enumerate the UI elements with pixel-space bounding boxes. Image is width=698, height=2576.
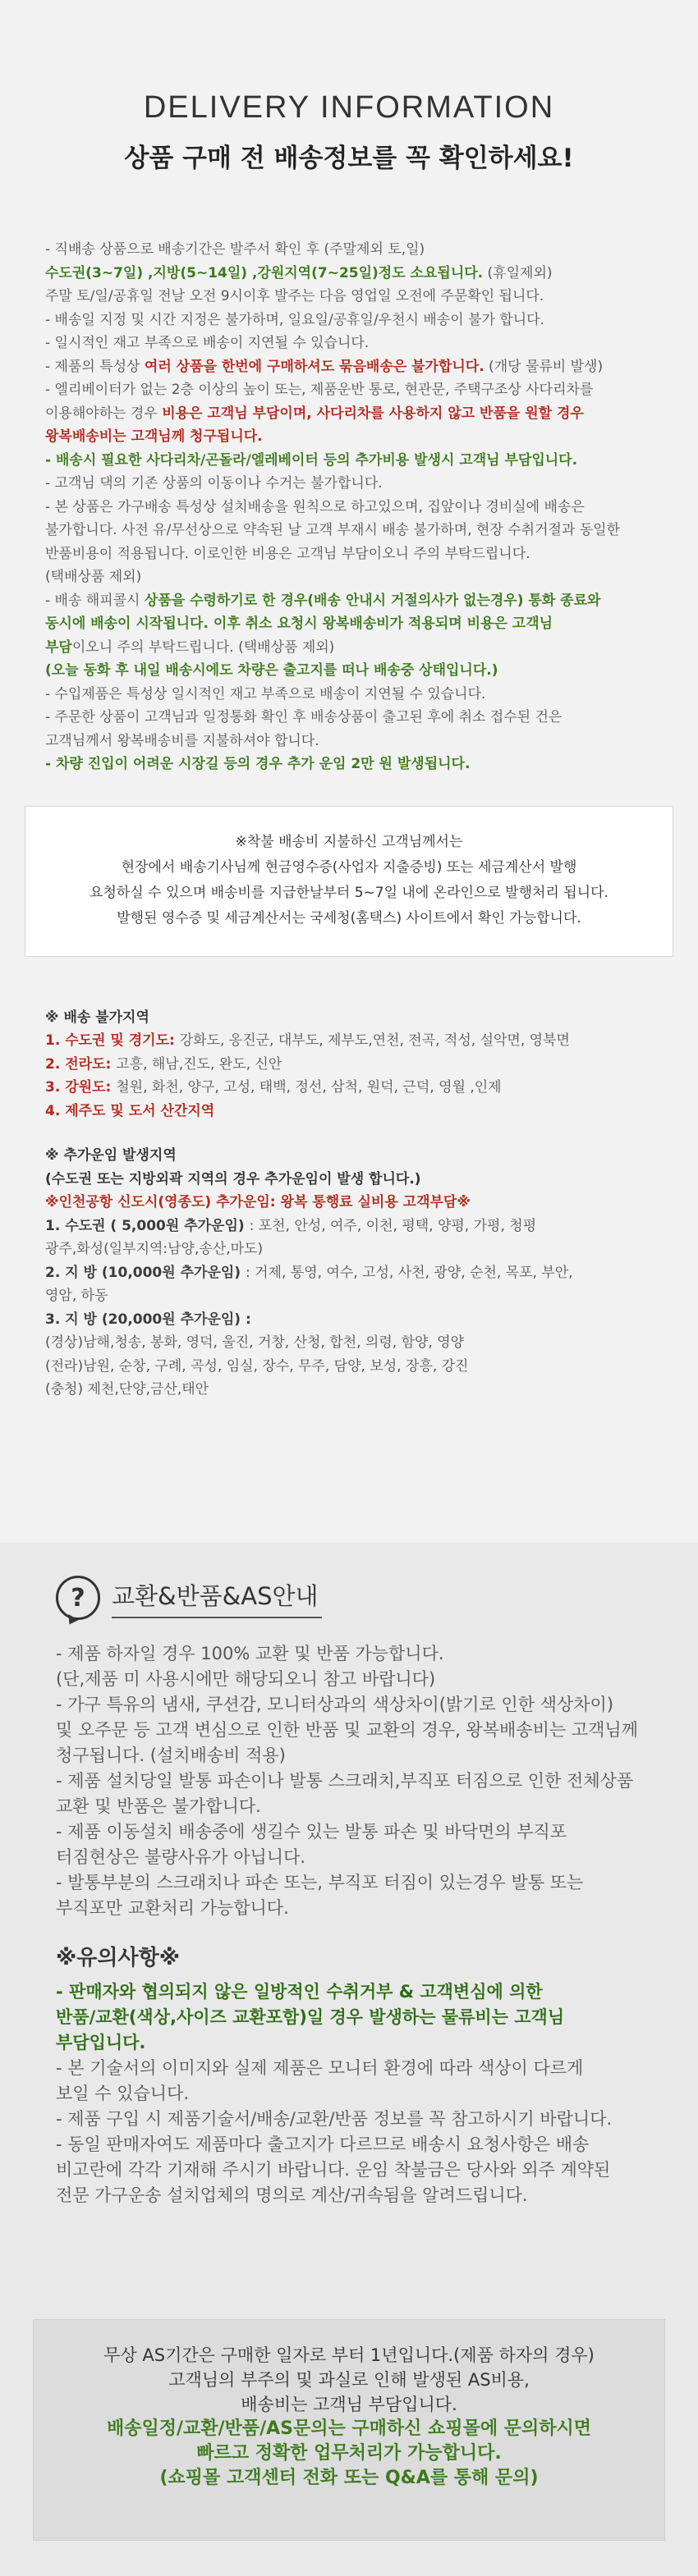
note-line-segment: 여러 상품을 한번에 구매하셔도 묶음배송은 불가합니다. xyxy=(144,358,484,375)
exchange-header xyxy=(56,1569,698,1627)
unavailable-item xyxy=(45,1053,653,1077)
note-line-segment: - 배송일 지정 및 시간 지정은 불가하며, 일요일/공휴일/우천시 배송이 불가 합니다. xyxy=(45,311,544,328)
extra-fee-item xyxy=(45,1378,653,1402)
exchange-body xyxy=(0,1641,698,2208)
title-en: DELIVERY INFORMATION xyxy=(143,90,555,125)
extra-fee-item-segment: 영암, 하동 xyxy=(45,1288,108,1304)
note-line-segment: - 배송 해피콜시 xyxy=(45,592,145,609)
note-line-segment: - 본 상품은 가구배송 특성상 설치배송을 원칙으로 하고있으며, 집앞이나 경비실에 배송은 xyxy=(45,498,585,515)
note-line xyxy=(45,402,650,426)
extra-fee-item xyxy=(45,1238,653,1261)
receipt-notice-box xyxy=(25,806,673,957)
note-line xyxy=(45,262,650,286)
region-section xyxy=(0,1006,698,1402)
note-line xyxy=(45,496,650,519)
title-ko: 상품 구매 전 배송정보를 꼭 확인하세요! xyxy=(124,144,574,173)
unavailable-item-segment: 4. 제주도 및 도서 산간지역 xyxy=(45,1102,215,1119)
unavailable-item xyxy=(45,1100,653,1123)
extra-fee-item-segment: (경상)남해,청송, 봉화, 영덕, 울진, 거창, 산청, 합천, 의령, 함양, 영양 xyxy=(45,1334,465,1351)
note-line-segment: 주말 토/일/공휴일 전날 오전 9시이후 발주는 다음 영업일 오전에 주문확인 됩니다. xyxy=(45,288,544,304)
note-line-segment: - 배송시 필요한 사다리차/곤돌라/엘레베이터 등의 추가비용 발생시 고객님 부담입니다. xyxy=(45,451,578,469)
note-line-segment: 이용해야하는 경우 xyxy=(45,405,163,422)
caution-line: 비고란에 각각 기재해 주시기 바랍니다. 운임 착불금은 당사와 외주 계약된 xyxy=(56,2160,611,2180)
note-line-segment: (택배상품 제외) xyxy=(45,569,142,585)
extra-fee-title: ※ 추가운임 발생지역 xyxy=(45,1147,177,1164)
note-line xyxy=(45,589,650,613)
extra-fee-item-segment: 1. 수도권 ( 5,000원 추가운임) xyxy=(45,1217,250,1234)
note-line xyxy=(45,659,650,683)
extra-fee-item xyxy=(45,1284,653,1308)
note-line xyxy=(45,753,650,776)
unavailable-item xyxy=(45,1076,653,1100)
exchange-section xyxy=(0,1569,698,2208)
as-green-line: 배송일정/교환/반품/AS문의는 구매하신 쇼핑몰에 문의하시면 xyxy=(106,2418,591,2439)
exchange-line: 청구됩니다. (설치배송비 적용) xyxy=(56,1746,286,1765)
as-line: 무상 AS기간은 구매한 일자로 부터 1년입니다.(제품 하자의 경우) xyxy=(103,2345,595,2365)
note-line xyxy=(45,449,650,473)
note-line-segment: 반품비용이 적용됩니다. 이로인한 비용은 고객님 부담이오니 주의 부탁드립니다. xyxy=(45,545,530,562)
note-line xyxy=(45,285,650,309)
exchange-line: - 가구 특유의 냄새, 쿠션감, 모니터상과의 색상차이(밝기로 인한 색상차이) xyxy=(56,1695,614,1714)
note-line-segment: 왕복배송비는 고객님께 청구됩니다. xyxy=(45,428,263,445)
exchange-title: 교환&반품&AS안내 xyxy=(112,1578,322,1618)
note-line-segment: 부담 xyxy=(45,638,72,656)
as-green-lines xyxy=(34,2417,664,2491)
note-line-segment: - 엘리베이터가 없는 2층 이상의 높이 또는, 제품운반 통로, 현관문, 주택구조상 사다리차를 xyxy=(45,382,594,398)
note-line xyxy=(45,636,650,660)
caution-line: 보일 수 있습니다. xyxy=(56,2084,190,2103)
note-line-segment: (휴일제외) xyxy=(483,264,553,281)
as-green-line: (쇼핑몰 고객센터 전화 또는 Q&A를 통해 문의) xyxy=(159,2468,539,2488)
note-line-segment: 상품을 수령하기로 한 경우(배송 안내시 거절의사가 없는경우) 통화 종료와 xyxy=(144,592,601,609)
extra-fee-item xyxy=(45,1331,653,1355)
exchange-line: - 제품 이동설치 배송중에 생길수 있는 발통 파손 및 바닥면의 부직포 xyxy=(56,1822,567,1842)
note-line xyxy=(45,238,650,262)
note-line-segment: 동시에 배송이 시작됩니다. 이후 취소 요청시 왕복배송비가 적용되며 비용은 고객님 xyxy=(45,615,553,632)
note-line-segment: - 차량 진입이 어려운 시장길 등의 경우 추가 운임 2만 원 발생됩니다. xyxy=(45,756,471,772)
as-line: 배송비는 고객님 부담입니다. xyxy=(241,2395,457,2414)
note-line xyxy=(45,565,650,589)
note-line xyxy=(45,332,650,355)
extra-fee-item-segment: 2. 지 방 (10,000원 추가운임) xyxy=(45,1264,246,1281)
caution-line: - 본 기술서의 이미지와 실제 제품은 모니터 환경에 따라 색상이 다르게 xyxy=(56,2058,584,2078)
note-line-segment: 불가합니다. 사전 유/무선상으로 약속된 날 고객 부재시 배송 불가하며, 현장 수취거절과 동일한 xyxy=(45,522,621,538)
note-line xyxy=(45,355,650,379)
note-line xyxy=(45,730,650,753)
note-line-segment: - 고객님 댁의 기존 상품의 이동이나 수거는 불가합니다. xyxy=(45,475,383,492)
notice-line: ※착불 배송비 지불하신 고객님께서는 xyxy=(235,833,463,850)
note-line-segment: (개당 물류비 발생) xyxy=(484,358,604,375)
caution-line: 전문 가구운송 설치업체의 명의로 계산/귀속됨을 알려드립니다. xyxy=(56,2185,528,2205)
exchange-line: 및 오주문 등 고객 변심으로 인한 반품 및 교환의 경우, 왕복배송비는 고객님께 xyxy=(56,1720,638,1740)
note-line xyxy=(45,472,650,496)
caution-line: - 제품 구입 시 제품기술서/배송/교환/반품 정보를 꼭 참고하시기 바랍니다. xyxy=(56,2109,613,2129)
extra-fee-item xyxy=(45,1355,653,1379)
note-line xyxy=(45,519,650,542)
caution-green-line: 반품/교환(색상,사이즈 교환포함)일 경우 발생하는 물류비는 고객님 xyxy=(56,2007,565,2027)
unavailable-item-segment: 3. 강원도: xyxy=(45,1079,117,1096)
note-line xyxy=(45,683,650,707)
note-line-segment: 이오니 주의 부탁드립니다. (택배상품 제외) xyxy=(71,638,335,656)
caution-green-line: 부담입니다. xyxy=(56,2033,146,2052)
unavailable-list xyxy=(45,1029,653,1123)
note-line xyxy=(45,542,650,566)
extra-fee-item-segment: : 포천, 안성, 여주, 이천, 평택, 양평, 가평, 청평 xyxy=(249,1217,537,1234)
note-line xyxy=(45,612,650,636)
extra-fee-item-segment: 3. 지 방 (20,000원 추가운임) : xyxy=(45,1311,251,1328)
unavailable-title: ※ 배송 불가지역 xyxy=(45,1009,149,1026)
exchange-lines xyxy=(56,1641,649,1921)
caution-green xyxy=(56,1979,649,2056)
note-line xyxy=(45,378,650,402)
as-line: 고객님의 부주의 및 과실로 인해 발생된 AS비용, xyxy=(168,2370,530,2390)
note-line-segment: - 직배송 상품으로 배송기간은 발주서 확인 후 (주말제외 토,일) xyxy=(45,241,425,258)
caution-title: ※유의사항※ xyxy=(56,1946,181,1970)
delivery-notes xyxy=(0,238,698,776)
note-line xyxy=(45,706,650,730)
exchange-line: 부직포만 교환처리 가능합니다. xyxy=(56,1898,289,1918)
note-line xyxy=(45,309,650,332)
page-header xyxy=(0,0,698,174)
as-info-box xyxy=(33,2319,665,2541)
extra-fee-item-segment: (충청) 제천,단양,금산,태안 xyxy=(45,1381,209,1398)
extra-fee-item-segment: 광주,화성(일부지역:남양,송산,마도) xyxy=(45,1241,264,1257)
extra-fee-subtitle: (수도권 또는 지방외곽 지역의 경우 추가운임이 발생 합니다.) xyxy=(45,1170,421,1187)
as-green-line: 빠르고 정확한 업무처리가 가능합니다. xyxy=(196,2443,502,2464)
question-speech-icon: ? xyxy=(56,1576,100,1620)
extra-fee-item-segment: : 거제, 통영, 여수, 고성, 사천, 광양, 순천, 목포, 부안, xyxy=(245,1264,573,1281)
unavailable-item-segment: 강화도, 옹진군, 대부도, 제부도,연천, 전곡, 적성, 설악면, 영북면 xyxy=(179,1032,570,1049)
unavailable-item-segment: 철원, 화천, 양구, 고성, 태백, 정선, 삼척, 원덕, 근덕, 영월 ,인제 xyxy=(116,1079,502,1096)
note-line-segment: 수도권(3~7일) ,지방(5~14일) ,강원지역(7~25일)정도 소요됩니다. xyxy=(45,264,484,281)
exchange-line: - 제품 설치당일 발통 파손이나 발통 스크래치,부직포 터짐으로 인한 전체상품 xyxy=(56,1771,634,1791)
notice-line: 현장에서 배송기사님께 현금영수증(사업자 지출증빙) 또는 세금계산서 발행 xyxy=(121,858,577,876)
note-line-segment: - 주문한 상품이 고객님과 일정통화 확인 후 배송상품이 출고된 후에 취소 접수된 건은 xyxy=(45,709,563,725)
note-line-segment: - 일시적인 재고 부족으로 배송이 지연될 수 있습니다. xyxy=(45,335,370,351)
exchange-line: 터짐현상은 불량사유가 아닙니다. xyxy=(56,1847,306,1867)
note-line-segment: - 제품의 특성상 xyxy=(45,358,145,375)
extra-fee-item xyxy=(45,1308,653,1332)
unavailable-item-segment: 고흥, 해남,진도, 완도, 신안 xyxy=(116,1055,282,1073)
note-line-segment: - 수입제품은 특성상 일시적인 재고 부족으로 배송이 지연될 수 있습니다. xyxy=(45,685,486,702)
notice-line: 요청하실 수 있으며 배송비를 지급한날부터 5~7일 내에 온라인으로 발행처리 됩니다. xyxy=(90,884,608,901)
airport-notice: ※인천공항 신도시(영종도) 추가운임: 왕복 통행료 실비용 고객부담※ xyxy=(45,1194,471,1210)
caution-green-line: - 판매자와 협의되지 않은 일방적인 수취거부 & 고객변심에 의한 xyxy=(56,1982,543,2002)
unavailable-item xyxy=(45,1029,653,1053)
note-line xyxy=(45,425,650,449)
exchange-line: - 제품 하자일 경우 100% 교환 및 반품 가능합니다. xyxy=(56,1644,444,1663)
caution-line: - 동일 판매자여도 제품마다 출고지가 다르므로 배송시 요청사항은 배송 xyxy=(56,2134,590,2154)
note-line-segment: 비용은 고객님 부담이며, 사다리차를 사용하지 않고 반품을 원할 경우 xyxy=(162,405,584,422)
extra-fee-item-segment: (전라)남원, 순창, 구례, 곡성, 임실, 장수, 무주, 담양, 보성, 장흥, 강진 xyxy=(45,1357,469,1375)
extra-fee-item xyxy=(45,1261,653,1285)
exchange-line: 교환 및 반품은 불가합니다. xyxy=(56,1796,261,1816)
note-line-segment: 고객님께서 왕복배송비를 지불하셔야 합니다. xyxy=(45,732,319,749)
exchange-line: (단,제품 미 사용시에만 해당되오니 참고 바랍니다) xyxy=(56,1669,436,1689)
extra-fee-list xyxy=(45,1215,653,1402)
exchange-line: - 발통부분의 스크래치나 파손 또는, 부직포 터짐이 있는경우 발통 또는 xyxy=(56,1873,584,1892)
extra-fee-item xyxy=(45,1215,653,1238)
as-lines xyxy=(34,2343,664,2417)
note-line-segment: (오늘 동화 후 내일 배송시에도 차량은 출고지를 떠나 배송중 상태입니다.) xyxy=(45,662,498,679)
caution-lines xyxy=(56,2056,649,2208)
unavailable-item-segment: 2. 전라도: xyxy=(45,1055,117,1073)
caution-block xyxy=(56,1946,649,2208)
unavailable-item-segment: 1. 수도권 및 경기도: xyxy=(45,1032,180,1049)
notice-line: 발행된 영수증 및 세금계산서는 국세청(홈택스) 사이트에서 확인 가능합니다. xyxy=(117,909,581,927)
